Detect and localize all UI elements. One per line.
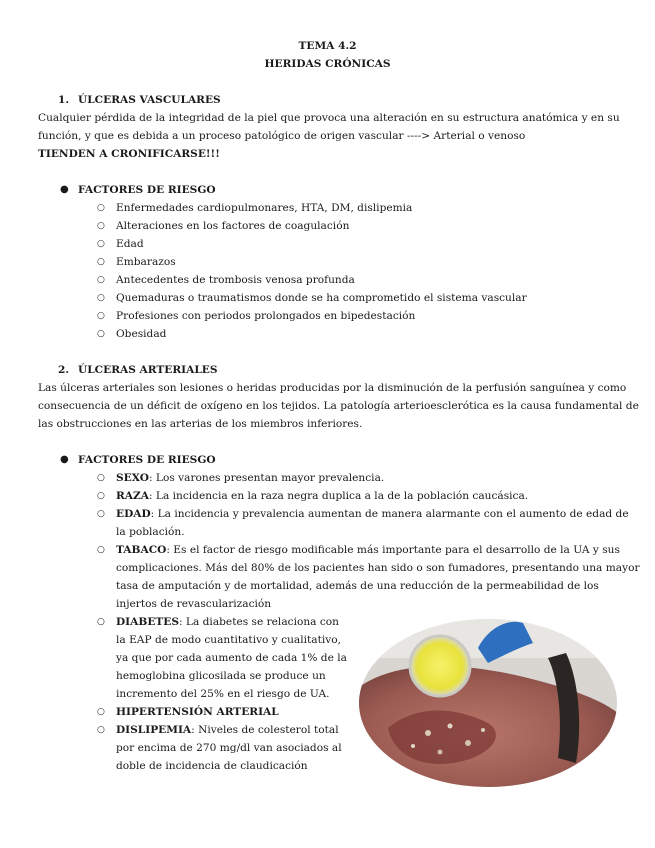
section2-paragraph-line: consecuencia de un déficit de oxígeno en los tejidos. La patología arterioesclerótica es la causa fundamental de	[38, 400, 639, 412]
list-item: Quemaduras o traumatismos donde se ha comprometido el sistema vascular	[116, 292, 527, 304]
list-item-tabaco-cont: tasa de amputación y de mortalidad, además de una reducción de la permeabilidad de los	[116, 580, 599, 592]
section1-paragraph-line: función, y que es debida a un proceso patológico de origen vascular ----> Arterial o venoso	[38, 130, 526, 142]
section1-heading: ÚLCERAS VASCULARES	[78, 94, 221, 106]
list-item-diabetes-cont: ya que por cada aumento de cada 1% de la	[116, 652, 347, 664]
leg-ulcer-photo	[358, 618, 618, 788]
list-item-dislipemia-cont: por encima de 270 mg/dl van asociados al	[116, 742, 342, 754]
list-item-sexo: SEXO: Los varones presentan mayor prevalencia.	[116, 472, 385, 484]
section2-risk-heading: FACTORES DE RIESGO	[78, 454, 216, 466]
list-item: Obesidad	[116, 328, 167, 340]
list-item-edad-cont: la población.	[116, 526, 185, 538]
circle-bullet-icon: ○	[97, 293, 105, 303]
section1-risk-heading: FACTORES DE RIESGO	[78, 184, 216, 196]
circle-bullet-icon: ○	[97, 257, 105, 267]
circle-bullet-icon: ○	[97, 221, 105, 231]
list-item-edad: EDAD: La incidencia y prevalencia aumentan de manera alarmante con el aumento de edad de	[116, 508, 629, 520]
list-item: Embarazos	[116, 256, 176, 268]
list-item-hta: HIPERTENSIÓN ARTERIAL	[116, 706, 279, 718]
list-item-tabaco-cont: injertos de revascularización	[116, 598, 272, 610]
list-item-tabaco-cont: complicaciones. Más del 80% de los pacientes han sido o son fumadores, presentando una mayor	[116, 562, 640, 574]
circle-bullet-icon: ○	[97, 203, 105, 213]
list-item-diabetes-cont: incremento del 25% en el riesgo de UA.	[116, 688, 330, 700]
section2-paragraph-line: Las úlceras arteriales son lesiones o heridas producidas por la disminución de la perfusión sanguínea y como	[38, 382, 627, 394]
list-item-dislipemia: DISLIPEMIA: Niveles de colesterol total	[116, 724, 339, 736]
circle-bullet-icon: ○	[97, 329, 105, 339]
section2-heading: ÚLCERAS ARTERIALES	[78, 364, 218, 376]
section2-paragraph-line: las obstrucciones en las arterias de los miembros inferiores.	[38, 418, 363, 430]
section1-paragraph-line: Cualquier pérdida de la integridad de la piel que provoca una alteración en su estructura anatómica y en su	[38, 112, 620, 124]
doc-subtitle: HERIDAS CRÓNICAS	[264, 58, 391, 70]
circle-bullet-icon: ○	[97, 509, 105, 519]
circle-bullet-icon: ○	[97, 491, 105, 501]
circle-bullet-icon: ○	[97, 617, 105, 627]
list-item-dislipemia-cont: doble de incidencia de claudicación	[116, 760, 308, 772]
list-item: Profesiones con periodos prolongados en bipedestación	[116, 310, 416, 322]
bullet-icon: ●	[60, 184, 69, 195]
circle-bullet-icon: ○	[97, 311, 105, 321]
section2-number: 2.	[58, 364, 70, 376]
list-item-diabetes-cont: la EAP de modo cuantitativo y cualitativo,	[116, 634, 341, 646]
list-item: Edad	[116, 238, 144, 250]
list-item-diabetes: DIABETES: La diabetes se relaciona con	[116, 616, 339, 628]
list-item: Alteraciones en los factores de coagulación	[116, 220, 350, 232]
circle-bullet-icon: ○	[97, 707, 105, 717]
doc-title: TEMA 4.2	[298, 40, 357, 52]
circle-bullet-icon: ○	[97, 239, 105, 249]
section1-emphasis: TIENDEN A CRONIFICARSE!!!	[38, 148, 220, 160]
list-item-diabetes-cont: hemoglobina glicosilada se produce un	[116, 670, 326, 682]
circle-bullet-icon: ○	[97, 473, 105, 483]
list-item-raza: RAZA: La incidencia en la raza negra duplica a la de la población caucásica.	[116, 490, 529, 502]
list-item-tabaco: TABACO: Es el factor de riesgo modificable más importante para el desarrollo de la UA y sus	[116, 544, 620, 556]
list-item: Enfermedades cardiopulmonares, HTA, DM, dislipemia	[116, 202, 413, 214]
circle-bullet-icon: ○	[97, 275, 105, 285]
bullet-icon: ●	[60, 454, 69, 465]
circle-bullet-icon: ○	[97, 725, 105, 735]
list-item: Antecedentes de trombosis venosa profunda	[116, 274, 355, 286]
circle-bullet-icon: ○	[97, 545, 105, 555]
section1-number: 1.	[58, 94, 70, 106]
